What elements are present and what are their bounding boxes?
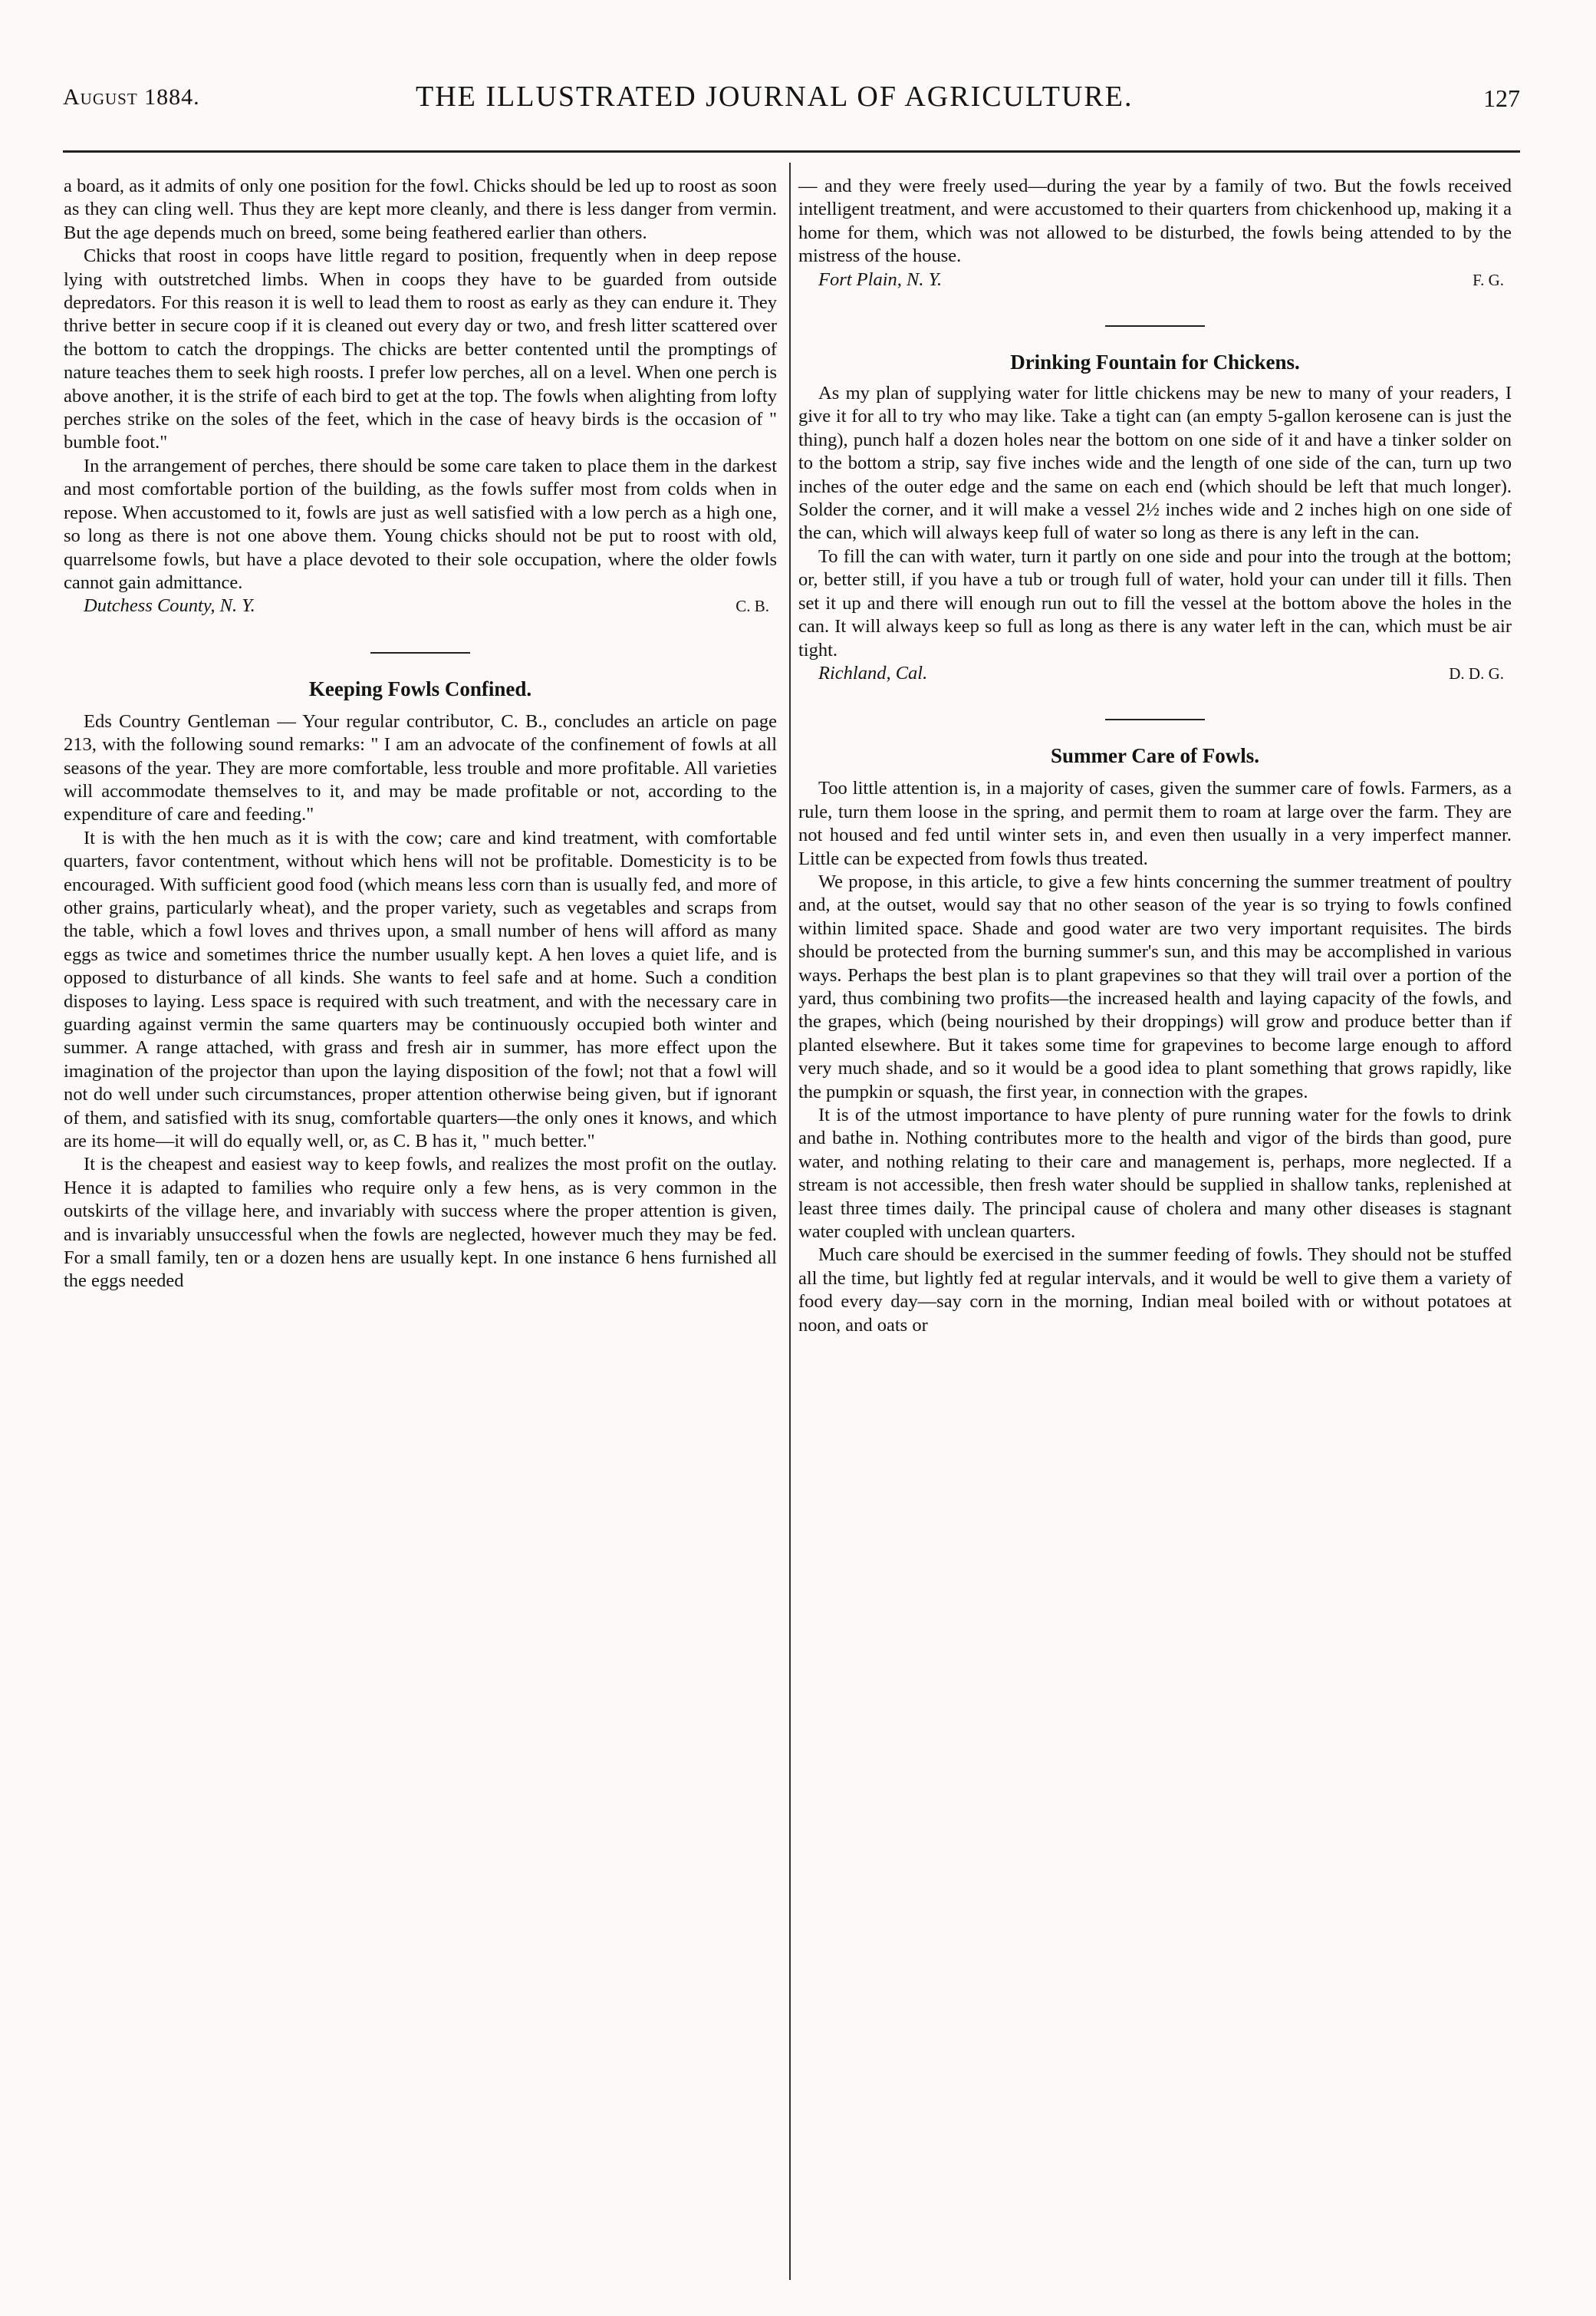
issue-date: August 1884.: [63, 84, 200, 110]
article-paragraph: It is the cheapest and easiest way to keep fowls, and realizes the most profit on the outlay. Hence it is adapted to families who require only a few hens, as is very common in the outskirts of the village here, and invariably with success where the proper attention is given, and is invariably unsuccessful when the fowls are neglected, however much they may be fed. For a small family, ten or a dozen hens are usually kept. In one instance 6 hens furnished all the eggs needed: [64, 1154, 777, 1292]
header-rule: [63, 150, 1520, 153]
article-paragraph: It is with the hen much as it is with the cow; care and kind treatment, with comfortable quarters, favor contentment, without which hens will not be profitable. Domesticity is to be encouraged. With sufficient good food (which means less corn than is usually fed, and more of other grains, particularly wheat), and the proper variety, such as vegetables and scraps from the table, which a fowl loves and thrives upon, a small number of hens will afford as many eggs as twice and sometimes thrice the number usually kept. A hen loves a quiet life, and is opposed to disturbance of all kinds. She wants to feel safe and at home. Such a condition disposes to laying. Less space is required with such treatment, and with the necessary care in guarding against vermin the same quarters may be continuously occupied both winter and summer. A range attached, with grass and fresh air in summer, has more effect upon the imagination of the projector than upon the laying disposition of the fowl; not that a fowl will not do well under such circumstances, proper attention otherwise being given, but if ignorant of them, and satisfied with its snug, comfortable quarters—the only ones it knows, and which are its home—it will do equally well, or, as C. B has it, " much better.": [64, 827, 777, 1152]
article-paragraph: Much care should be exercised in the summer feeding of fowls. They should not be stuffed all the time, but lightly fed at regular intervals, and it would be well to give them a variety of food every day—say corn in the morning, Indian meal boiled with or without potatoes at noon, and oats or: [798, 1244, 1512, 1336]
right-column: [798, 175, 1512, 1337]
author-initials: F. G.: [1473, 270, 1504, 289]
signature-line: [798, 268, 1512, 292]
left-column: [64, 175, 777, 1293]
article-paragraph: As my plan of supplying water for little chickens may be new to many of your readers, I give it for all to try who may like. Take a tight can (an empty 5-gallon kerosene can is just the thing), punch half a dozen holes near the bottom on one side of it and have a tinker solder on to the bottom a strip, say five inches wide and the length of one side of the can, turn up two inches of the outer edge and the same on each end (which should be left that much longer). Solder the corner, and it will make a vessel 2½ inches wide and 2 inches high on one side of the can, which will always keep full of water so long as there is any left in the can.: [798, 383, 1512, 544]
place-name: Richland, Cal.: [818, 662, 928, 684]
page-header: [63, 77, 1520, 130]
journal-title: THE ILLUSTRATED JOURNAL OF AGRICULTURE.: [416, 81, 1134, 113]
article-paragraph: Eds Country Gentleman — Your regular contributor, C. B., concludes an article on page 213, with the following sound remarks: " I am an advocate of the confinement of fowls at all seasons of the year. They are more comfortable, less trouble and more profitable. All varieties will accommodate themselves to it, and may be made profitable or not, according to the expenditure of care and feeding.": [64, 710, 777, 825]
article-paragraph: We propose, in this article, to give a few hints concerning the summer treatment of poultry and, at the outset, would say that no other season of the year is so trying to fowls confined within limited space. Shade and good water are two very important requisites. The birds should be protected from the burning summer's sun, and this may be accomplished in various ways. Perhaps the best plan is to plant grapevines so that they will trail over a portion of the yard, thus combining two profits—the increased health and laying capacity of the fowls, and the grapes, which (being nourished by their droppings) will grow and produce better than if planted elsewhere. But it takes some time for grapevines to become large enough to afford very much shade, and so it would be a good idea to plant something that grows rapidly, like the pumpkin or squash, the first year, in connection with the grapes.: [798, 871, 1512, 1102]
article-heading: Summer Care of Fowls.: [1051, 744, 1259, 768]
signature-line: [798, 662, 1512, 685]
page-number: 127: [1483, 84, 1520, 112]
article-paragraph: In the arrangement of perches, there should be some care taken to place them in the darkest and most comfortable portion of the building, as the fowls suffer most from colds when in repose. When accustomed to it, fowls are just as well satisfied with a low perch as a high one, so long as there is not one above them. Young chicks should not be put to roost with old, quarrelsome fowls, but have a place devoted to their sole occupation, where the older fowls cannot gain admittance.: [64, 455, 777, 593]
place-name: Fort Plain, N. Y.: [818, 268, 943, 290]
article-heading: Drinking Fountain for Chickens.: [1010, 351, 1300, 374]
article-paragraph: To fill the can with water, turn it partly on one side and pour into the trough at the bottom; or, better still, if you have a tub or trough full of water, hold your can under till it fills. Then set it up and there will enough run out to fill the vessel at the bottom above the holes in the can. It will always keep so full as long as there is any water left in the can, which must be air tight.: [798, 545, 1512, 661]
article-paragraph: Chicks that roost in coops have little regard to position, frequently when in deep repose lying with outstretched limbs. When in coops they have to be guarded from outside depredators. For this reason it is well to lead them to roost as early as they can endure it. They thrive better in secure coop if it is cleaned out every day or two, and fresh litter scattered over the bottom to catch the droppings. The chicks are better contented until the promptings of nature teaches them to seek high roosts. I prefer low perches, all on a level. When one perch is above another, it is the strife of each bird to get at the top. The fowls when alighting from lofty perches strike on the soles of the feet, which in the case of heavy birds is the occasion of " bumble foot.": [64, 245, 777, 453]
author-initials: D. D. G.: [1449, 664, 1504, 683]
continuation-paragraph: [798, 175, 1512, 268]
article-heading: Keeping Fowls Confined.: [308, 677, 532, 700]
signature-line: [64, 595, 777, 618]
author-initials: C. B.: [735, 597, 769, 616]
place-name: Dutchess County, N. Y.: [84, 595, 255, 617]
article-paragraph: Too little attention is, in a majority of cases, given the summer care of fowls. Farmers, as a rule, turn them loose in the spring, and permit them to roam at large over the farm. They are not housed and fed until winter sets in, and even then usually in a very imperfect manner. Little can be expected from fowls thus treated.: [798, 778, 1512, 869]
article-paragraph: a board, as it admits of only one position for the fowl. Chicks should be led up to roost as soon as they can cling well. Thus they are kept more cleanly, and there is less danger from vermin. But the age depends much on breed, some being feathered earlier than others.: [64, 176, 777, 243]
article-paragraph: It is of the utmost importance to have plenty of pure running water for the fowls to drink and bathe in. Nothing contributes more to the health and vigor of the birds than good, pure water, and nothing relating to their care and management is, perhaps, more neglected. If a stream is not accessible, then fresh water should be supplied in shallow tanks, replenished at least three times daily. The principal cause of cholera and many other diseases is stagnant water coupled with unclean quarters.: [798, 1105, 1512, 1243]
article-paragraph: — and they were freely used—during the year by a family of two. But the fowls received intelligent treatment, and were accustomed to their quarters from chickenhood up, making it a home for them, which was not allowed to be disturbed, the fowls being attended to by the mistress of the house.: [798, 176, 1512, 267]
column-divider: [789, 163, 791, 2280]
